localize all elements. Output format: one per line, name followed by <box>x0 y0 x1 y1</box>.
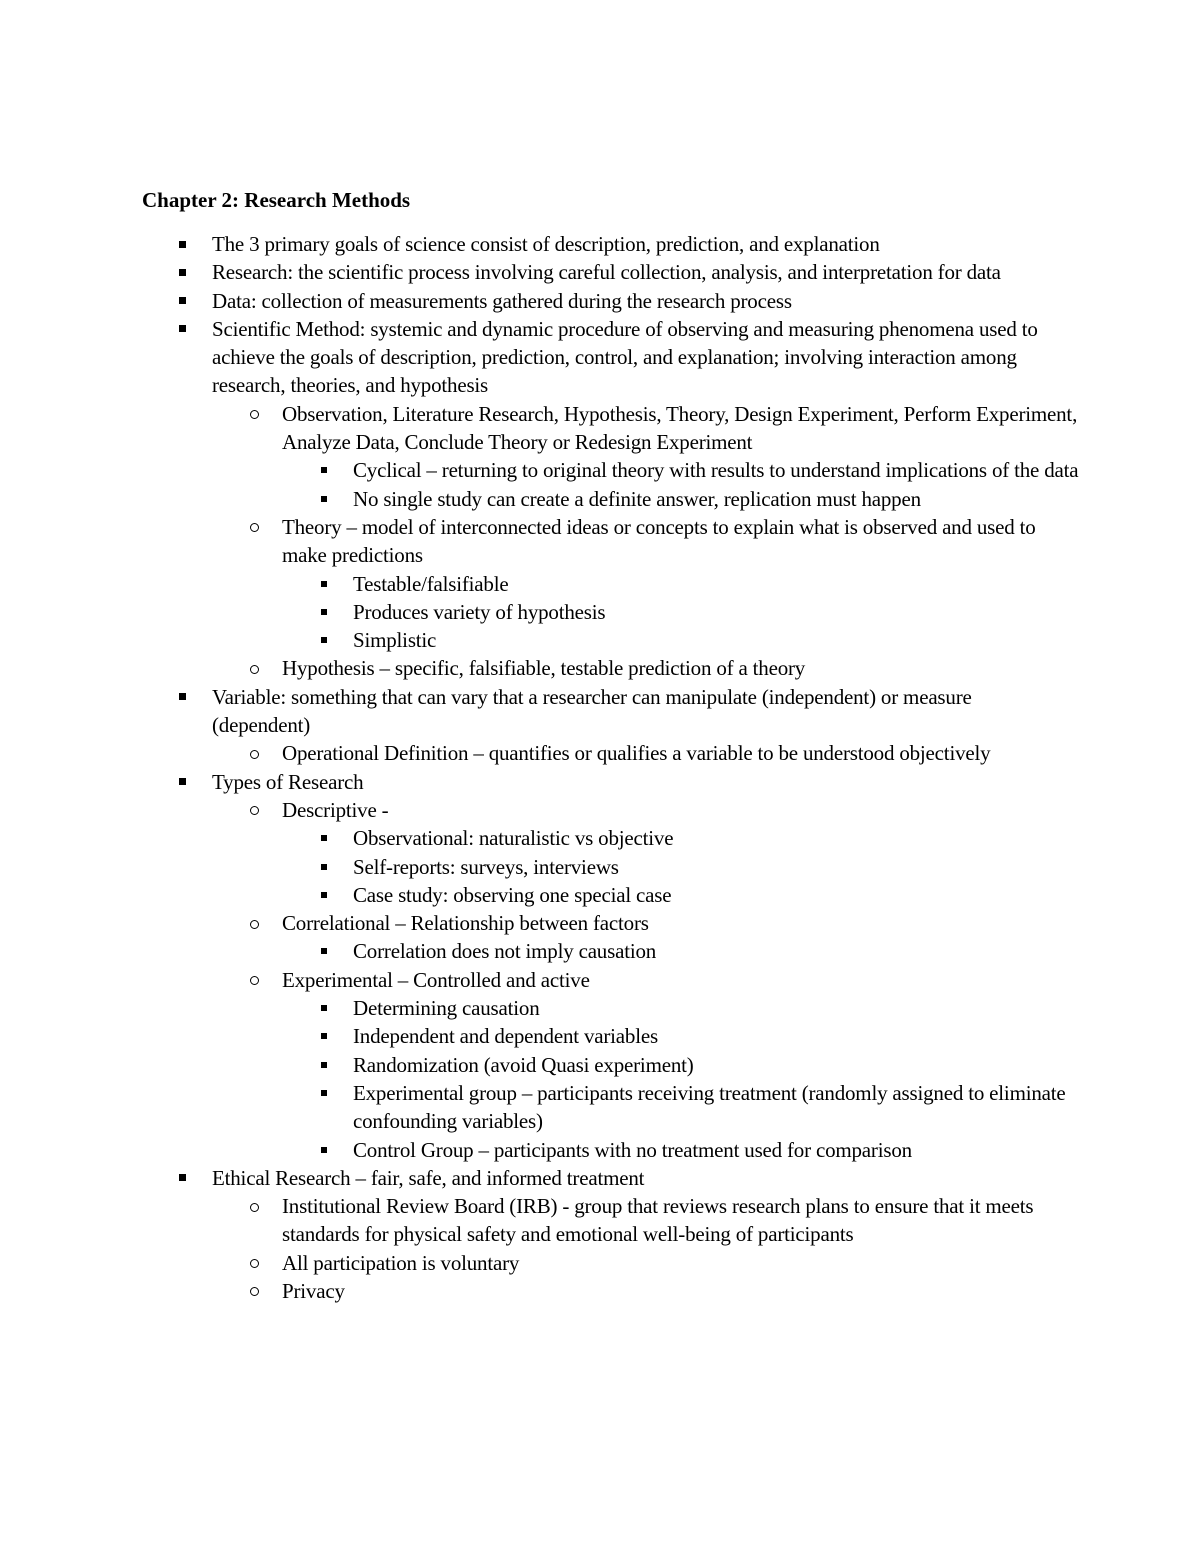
outline-subitem <box>0 1277 1200 1305</box>
outline-subitem <box>0 1192 1200 1249</box>
square-bullet-icon <box>314 626 334 654</box>
outline-subsubitem <box>0 1079 1200 1136</box>
outline-item-text: Variable: something that can vary that a researcher can manipulate (independent) or measure (dependent) <box>212 684 972 738</box>
notes-outline <box>0 230 1200 1305</box>
outline-item-text: Produces variety of hypothesis <box>353 599 606 624</box>
outline-item-text: Case study: observing one special case <box>353 882 672 907</box>
square-bullet-icon <box>314 485 334 513</box>
outline-subsubitem <box>0 598 1200 626</box>
hollow-circle-bullet-icon <box>244 1277 264 1305</box>
outline-item-text: The 3 primary goals of science consist of description, prediction, and explanation <box>212 232 880 256</box>
outline-subsubitem <box>0 1136 1200 1164</box>
square-bullet-icon <box>314 1136 334 1164</box>
outline-item-text: Self-reports: surveys, interviews <box>353 854 619 879</box>
outline-subsubitem <box>0 485 1200 513</box>
outline-item-text: All participation is voluntary <box>282 1250 520 1275</box>
outline-item-text: Data: collection of measurements gathered during the research process <box>212 288 792 313</box>
square-bullet-icon <box>172 1164 192 1192</box>
square-bullet-icon <box>314 1079 334 1107</box>
hollow-circle-bullet-icon <box>244 654 264 682</box>
outline-item-text: Operational Definition – quantifies or qualifies a variable to be understood objectively <box>282 741 991 766</box>
square-bullet-icon <box>314 881 334 909</box>
outline-item-text: Experimental – Controlled and active <box>282 967 590 992</box>
outline-item-text: Simplistic <box>353 628 437 653</box>
hollow-circle-bullet-icon <box>244 739 264 767</box>
outline-subitem <box>0 796 1200 824</box>
outline-item-text: Observation, Literature Research, Hypothesis, Theory, Design Experiment, Perform Experiment, Analyze Data, Conclude Theory or Redesign Experiment <box>282 401 1078 455</box>
square-bullet-icon <box>314 937 334 965</box>
hollow-circle-bullet-icon <box>244 909 264 937</box>
outline-item-text: No single study can create a definite answer, replication must happen <box>353 486 921 511</box>
square-bullet-icon <box>314 598 334 626</box>
outline-subsubitem <box>0 1022 1200 1050</box>
square-bullet-icon <box>172 683 192 711</box>
outline-item-text: Independent and dependent variables <box>353 1024 658 1049</box>
outline-item-text: Observational: naturalistic vs objective <box>353 826 674 851</box>
outline-item-text: Cyclical – returning to original theory with results to understand implications of the data <box>353 458 1079 483</box>
outline-subsubitem <box>0 1051 1200 1079</box>
square-bullet-icon <box>172 768 192 796</box>
square-bullet-icon <box>314 994 334 1022</box>
hollow-circle-bullet-icon <box>244 1192 264 1220</box>
outline-subsubitem <box>0 937 1200 965</box>
outline-item-text: Research: the scientific process involving careful collection, analysis, and interpretation for data <box>212 260 1001 285</box>
outline-item-text: Correlational – Relationship between factors <box>282 911 649 936</box>
outline-item-text: Experimental group – participants receiving treatment (randomly assigned to eliminate confounding variables) <box>353 1080 1066 1134</box>
square-bullet-icon <box>314 853 334 881</box>
outline-item-text: Determining causation <box>353 996 540 1021</box>
outline-item <box>0 287 1200 315</box>
outline-item-text: Descriptive - <box>282 797 389 822</box>
square-bullet-icon <box>314 456 334 484</box>
outline-subitem <box>0 909 1200 937</box>
outline-subsubitem <box>0 853 1200 881</box>
hollow-circle-bullet-icon <box>244 400 264 428</box>
outline-item <box>0 258 1200 286</box>
outline-item-text: Hypothesis – specific, falsifiable, testable prediction of a theory <box>282 656 806 681</box>
hollow-circle-bullet-icon <box>244 1249 264 1277</box>
outline-item-text: Correlation does not imply causation <box>353 939 657 964</box>
outline-subsubitem <box>0 824 1200 852</box>
square-bullet-icon <box>314 1022 334 1050</box>
square-bullet-icon <box>172 315 192 343</box>
outline-item-text: Types of Research <box>212 769 364 794</box>
square-bullet-icon <box>314 570 334 598</box>
outline-subsubitem <box>0 456 1200 484</box>
square-bullet-icon <box>172 258 192 286</box>
outline-item <box>0 230 1200 258</box>
outline-item <box>0 768 1200 796</box>
outline-subsubitem <box>0 881 1200 909</box>
outline-subitem <box>0 654 1200 682</box>
outline-item-text: Ethical Research – fair, safe, and informed treatment <box>212 1165 645 1190</box>
square-bullet-icon <box>314 1051 334 1079</box>
hollow-circle-bullet-icon <box>244 513 264 541</box>
outline-item-text: Testable/falsifiable <box>353 571 509 596</box>
hollow-circle-bullet-icon <box>244 966 264 994</box>
chapter-title: Chapter 2: Research Methods <box>142 188 411 212</box>
hollow-circle-bullet-icon <box>244 796 264 824</box>
square-bullet-icon <box>172 230 192 258</box>
outline-item-text: Privacy <box>282 1278 345 1303</box>
outline-subitem <box>0 1249 1200 1277</box>
outline-item-text: Control Group – participants with no treatment used for comparison <box>353 1137 912 1162</box>
outline-subitem <box>0 966 1200 994</box>
outline-item <box>0 315 1200 400</box>
outline-subsubitem <box>0 994 1200 1022</box>
square-bullet-icon <box>172 287 192 315</box>
outline-subitem <box>0 400 1200 457</box>
outline-subitem <box>0 513 1200 570</box>
outline-subsubitem <box>0 570 1200 598</box>
outline-subitem <box>0 739 1200 767</box>
outline-item <box>0 683 1200 740</box>
square-bullet-icon <box>314 824 334 852</box>
outline-item-text: Randomization (avoid Quasi experiment) <box>353 1052 694 1077</box>
outline-item <box>0 1164 1200 1192</box>
outline-subsubitem <box>0 626 1200 654</box>
outline-item-text: Institutional Review Board (IRB) - group that reviews research plans to ensure that it meets standards for physical safety and emotional well-being of participants <box>282 1194 1034 1247</box>
outline-item-text: Scientific Method: systemic and dynamic procedure of observing and measuring phenomena used to achieve the goals of description, prediction, control, and explanation; involving interaction among research, theories, and hypothesis <box>212 316 1038 398</box>
outline-item-text: Theory – model of interconnected ideas or concepts to explain what is observed and used to make predictions <box>282 514 1036 568</box>
